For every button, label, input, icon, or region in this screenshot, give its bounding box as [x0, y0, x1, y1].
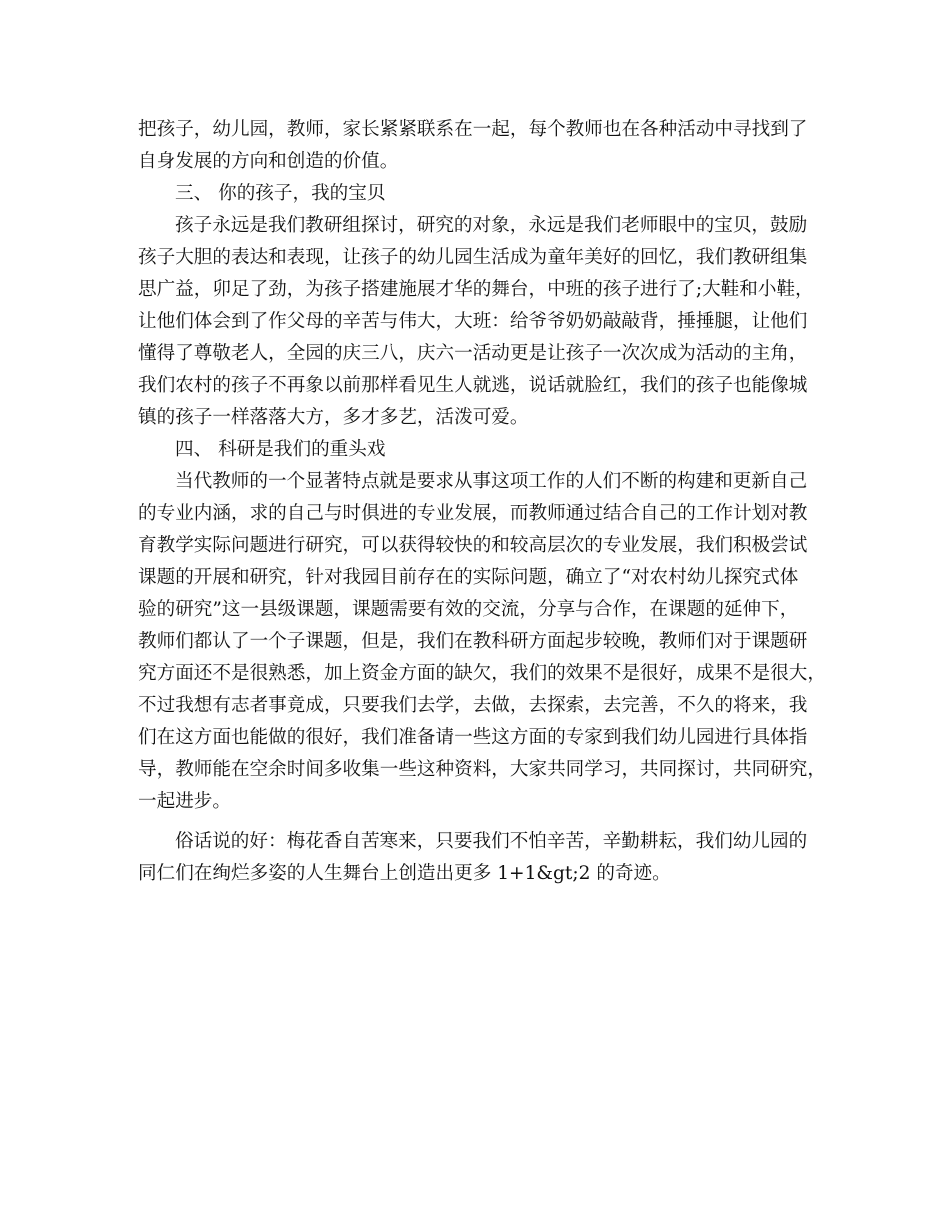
text-line: 自身发展的方向和创造的价值。: [138, 151, 399, 172]
paragraph-start: 当代教师的一个显著特点就是要求从事这项工作的人们不断的构建和更新自己: [175, 471, 808, 492]
text-line: 课题的开展和研究，针对我园目前存在的实际问题，确立了“对农村幼儿探究式体: [138, 567, 799, 588]
text-line: 的专业内涵，求的自己与时俱进的专业发展，而教师通过结合自己的工作计划对教: [138, 503, 808, 524]
text-line: 导，教师能在空余时间多收集一些这种资料，大家共同学习，共同探讨，共同研究，: [138, 759, 826, 780]
section-heading: 三、 你的孩子，我的宝贝: [175, 183, 386, 204]
text-line: 不过我想有志者事竟成，只要我们去学，去做，去探索，去完善，不久的将来，我: [138, 695, 808, 716]
paragraph-start: 孩子永远是我们教研组探讨，研究的对象，永远是我们老师眼中的宝贝，鼓励: [175, 215, 808, 236]
text-line: 思广益，卯足了劲，为孩子搭建施展才华的舞台，中班的孩子进行了;大鞋和小鞋，: [138, 279, 814, 300]
paragraph-start: 俗话说的好：梅花香自苦寒来，只要我们不怕辛苦，辛勤耕耘，我们幼儿园的: [175, 831, 808, 852]
text-line: 把孩子，幼儿园，教师，家长紧紧联系在一起，每个教师也在各种活动中寻找到了: [138, 119, 808, 140]
text-line: 我们农村的孩子不再象以前那样看见生人就逃，说话就脸红，我们的孩子也能像城: [138, 375, 808, 396]
text-line: 验的研究”这一县级课题，课题需要有效的交流，分享与合作，在课题的延伸下，: [138, 599, 799, 620]
text-line: 一起进步。: [138, 791, 231, 812]
text-line: 们在这方面也能做的很好，我们准备请一些这方面的专家到我们幼儿园进行具体指: [138, 727, 808, 748]
text-line: 究方面还不是很熟悉，加上资金方面的缺欠，我们的效果不是很好，成果不是很大，: [138, 663, 826, 684]
text-line: 教师们都认了一个子课题，但是，我们在教科研方面起步较晚，教师们对于课题研: [138, 631, 808, 652]
section-heading: 四、 科研是我们的重头戏: [175, 439, 386, 460]
document-body: [138, 114, 828, 890]
text-line: 育教学实际问题进行研究，可以获得较快的和较高层次的专业发展，我们积极尝试: [138, 535, 808, 556]
text-line: 懂得了尊敬老人，全园的庆三八，庆六一活动更是让孩子一次次成为活动的主角，: [138, 343, 808, 364]
text-line: 镇的孩子一样落落大方，多才多艺，活泼可爱。: [138, 407, 529, 428]
text-line: 让他们体会到了作父母的辛苦与伟大，大班：给爷爷奶奶敲敲背，捶捶腿，让他们: [138, 311, 808, 332]
text-line: 同仁们在绚烂多姿的人生舞台上创造出更多 1+1&gt;2 的奇迹。: [138, 863, 671, 884]
text-line: 孩子大胆的表达和表现，让孩子的幼儿园生活成为童年美好的回忆，我们教研组集: [138, 247, 808, 268]
